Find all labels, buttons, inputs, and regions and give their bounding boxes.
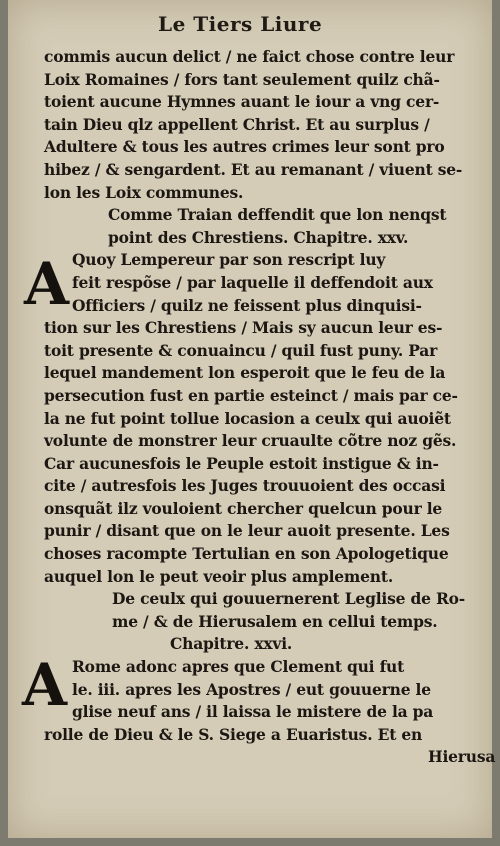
text-line: Officiers / quilz ne feissent plus dinquisi- — [72, 295, 422, 315]
chapter-heading: De ceulx qui gouuernerent Leglise de Ro- — [112, 589, 466, 609]
text-line: persecution fust en partie esteinct / mais par ce- — [44, 385, 458, 405]
text-line: le. iii. apres les Apostres / eut gouuerne le — [72, 679, 431, 699]
text-line: lon les Loix communes. — [44, 182, 244, 202]
text-line: toit presente & conuaincu / quil fust puny. Par — [44, 340, 438, 360]
text-line: hibez / & sengardent. Et au remanant / viuent se- — [44, 159, 463, 179]
text-line: Loix Romaines / fors tant seulement quilz chã- — [44, 69, 440, 89]
running-head: Le Tiers Liure — [158, 12, 323, 36]
text-line: rolle de Dieu & le S. Siege a Euaristus. Et en — [44, 724, 423, 744]
chapter-heading: Comme Traian deffendit que lon nenqst — [108, 205, 447, 225]
page-text — [44, 46, 496, 769]
text-line: onsquãt ilz vouloient chercher quelcun pour le — [44, 498, 443, 518]
text-line: feit respõse / par laquelle il deffendoit aux — [72, 272, 433, 292]
text-line: choses racompte Tertulian en son Apologetique — [44, 544, 449, 564]
text-line: la ne fut point tollue locasion a ceulx qui auoiẽt — [44, 408, 451, 428]
text-line: Rome adonc apres que Clement qui fut — [72, 657, 405, 677]
text-line: Adultere & tous les autres crimes leur sont pro — [44, 137, 445, 157]
text-line: volunte de monstrer leur cruaulte cõtre noz gẽs. — [44, 431, 457, 451]
text-line: toient aucune Hymnes auant le iour a vng cer- — [44, 92, 440, 112]
text-line: Quoy Lempereur par son rescript luy — [72, 250, 386, 270]
chapter-heading: point des Chrestiens. Chapitre. xxv. — [108, 227, 409, 247]
chapter-number: Chapitre. xxvi. — [170, 634, 293, 654]
text-line: auquel lon le peut veoir plus amplement. — [44, 566, 394, 586]
text-line: punir / disant que on le leur auoit presente. Les — [44, 521, 450, 541]
text-line: tion sur les Chrestiens / Mais sy aucun leur es- — [44, 318, 443, 338]
text-line: tain Dieu qlz appellent Christ. Et au surplus / — [44, 114, 430, 134]
text-line: Car aucunesfois le Peuple estoit instigue & in- — [44, 453, 439, 473]
text-line: cite / autresfois les Juges trouuoient des occasi — [44, 476, 446, 496]
chapter-heading: me / & de Hierusalem en cellui temps. — [112, 611, 438, 631]
drop-cap-initial: A — [22, 651, 68, 719]
text-line: commis aucun delict / ne faict chose contre leur — [44, 47, 455, 66]
drop-cap-initial: A — [24, 250, 70, 318]
text-line: lequel mandement lon esperoit que le feu de la — [44, 363, 446, 383]
catchword: Hierusa — [428, 747, 496, 767]
text-line: glise neuf ans / il laissa le mistere de la pa — [72, 702, 434, 722]
book-page — [8, 0, 496, 838]
